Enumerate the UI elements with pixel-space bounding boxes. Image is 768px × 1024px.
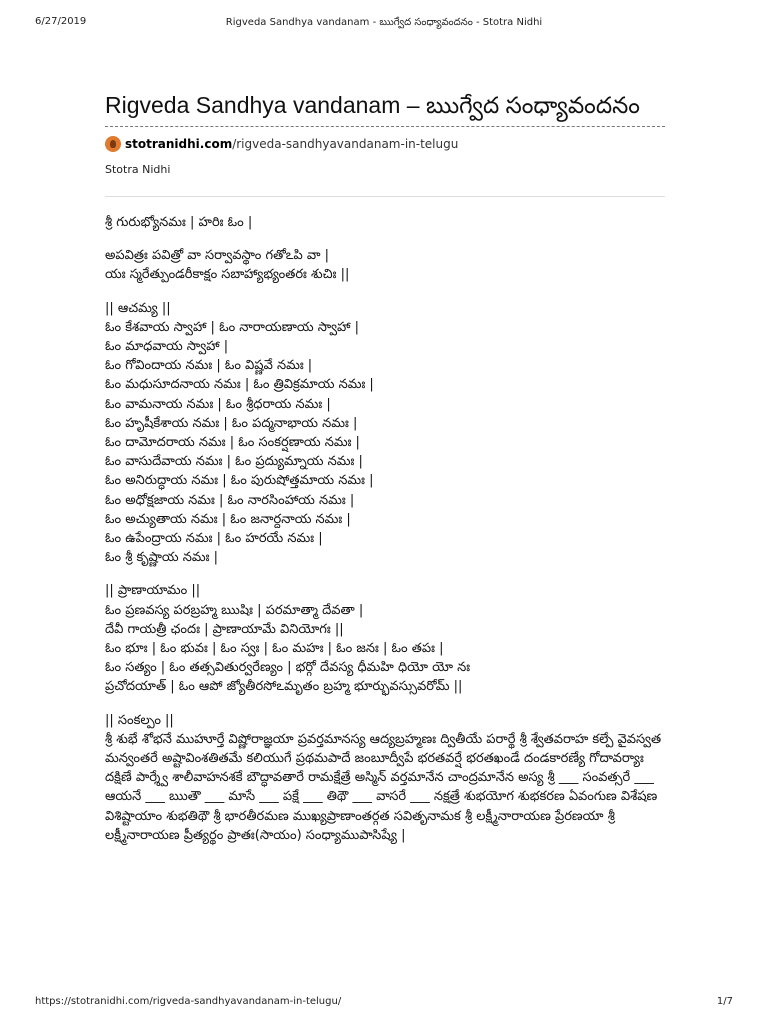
- author-name: Stotra Nidhi: [105, 163, 171, 176]
- verse-line: దేవీ గాయత్రీ ఛందః | ప్రాణాయామే వినియోగః ||: [105, 621, 344, 637]
- verse-line: ఓం ప్రణవస్య పరబ్రహ్మ ఋషిః | పరమాత్మా దేవతా |: [105, 602, 364, 618]
- print-url: https://stotranidhi.com/rigveda-sandhyavandanam-in-telugu/: [35, 996, 342, 1007]
- source-path[interactable]: /rigveda-sandhyavandanam-in-telugu: [232, 137, 459, 151]
- article-title: Rigveda Sandhya vandanam – ఋగ్వేద సంధ్యావందనం: [105, 92, 640, 118]
- verse-line: ఓం ఉపేంద్రాయ నమః | ఓం హరయే నమః |: [105, 531, 323, 547]
- verse-line: || ఆచమ్య ||: [105, 300, 171, 316]
- verse-paragraph: [105, 299, 665, 568]
- verse-line: || సంకల్పం ||: [105, 712, 174, 728]
- verse-line: ఓం అధోక్షజాయ నమః | ఓం నారసింహాయ నమః |: [105, 492, 355, 508]
- verse-line: యః స్మరేత్పుండరీకాక్షం సబాహ్యాభ్యంతరః శుచిః ||: [105, 267, 350, 283]
- verse-line: శ్రీ గురుభ్యోనమః | హరిః ఓం |: [105, 215, 253, 230]
- source-link[interactable]: [105, 135, 665, 153]
- verse-line: || ప్రాణాయామం ||: [105, 583, 201, 599]
- verse-paragraph: [105, 581, 665, 696]
- source-domain[interactable]: stotranidhi.com: [125, 137, 233, 151]
- verse-line: ఓం హృషీకేశాయ నమః | ఓం పద్మనాభాయ నమః |: [105, 415, 358, 431]
- article-body: [105, 213, 665, 845]
- print-page-title: Rigveda Sandhya vandanam - ఋగ్వేద సంధ్యావందనం - Stotra Nidhi: [225, 17, 543, 28]
- om-logo-icon: [105, 136, 121, 152]
- verse-line: శ్రీ శుభే శోభనే ముహూర్తే విష్ణోరాజ్ఞయా ప్రవర్తమానస్య ఆద్యబ్రహ్మణః ద్వితీయే పరార్థే శ్రీ శ్వేతవరాహ కల్పే వైవస్వత మన్వంతరే అష్టావింశతితమే కలియుగే ప్రథమపాదే జంబూద్వీపే భరతవర్షే భరతఖండే దండకారణ్యే గోదావర్యాః దక్షిణే పార్శ్వే శాలీవాహనశకే బౌద్ధావతారే రామక్షేత్రే అస్మిన్ వర్తమానేన చాంద్రమానేన అస్య శ్రీ ___ సంవత్సరే ___ ఆయనే ___ ఋతౌ ___ మాసే ___ పక్షే ___ తిథౌ ___ వాసరే ___ నక్షత్రే శుభయోగ శుభకరణ ఏవంగుణ విశేషణ విశిష్టాయాం శుభతిథౌ శ్రీ భారతీరమణ ముఖ్యప్రాణాంతర్గత సవితృనామక శ్రీ లక్ష్మీనారాయణ ప్రేరణయా శ్రీ లక్ష్మీనారాయణ ప్రీత్యర్థం ప్రాతః(సాయం) సంధ్యాముపాసిష్యే |: [105, 731, 662, 843]
- verse-line: అపవిత్రః పవిత్రో వా సర్వావస్థాం గతోఽపి వా |: [105, 248, 329, 264]
- page-number: 1/7: [716, 996, 733, 1007]
- verse-line: ఓం సత్యం | ఓం తత్సవితుర్వరేణ్యం | భర్గో దేవస్య ధీమహి ధియో యో నః: [105, 660, 471, 676]
- verse-line: ఓం వామనాయ నమః | ఓం శ్రీధరాయ నమః |: [105, 396, 331, 412]
- verse-line: ఓం మాధవాయ స్వాహా |: [105, 339, 229, 355]
- verse-line: ఓం కేశవాయ స్వాహా | ఓం నారాయణాయ స్వాహా |: [105, 319, 359, 335]
- verse-line: ఓం వాసుదేవాయ నమః | ఓం ప్రద్యుమ్నాయ నమః |: [105, 454, 363, 470]
- print-date: 6/27/2019: [35, 16, 87, 27]
- title-divider: [105, 126, 665, 127]
- verse-line: ఓం శ్రీ కృష్ణాయ నమః |: [105, 550, 218, 566]
- verse-paragraph: [105, 246, 665, 284]
- verse-paragraph: [105, 711, 665, 845]
- verse-line: ఓం దామోదరాయ నమః | ఓం సంకర్షణాయ నమః |: [105, 435, 360, 451]
- verse-line: ఓం మధుసూదనాయ నమః | ఓం త్రివిక్రమాయ నమః |: [105, 377, 374, 393]
- verse-line: ఓం అనిరుద్ధాయ నమః | ఓం పురుషోత్తమాయ నమః |: [105, 473, 374, 489]
- article: [105, 90, 665, 859]
- verse-line: ఓం గోవిందాయ నమః | ఓం విష్ణవే నమః |: [105, 358, 313, 374]
- verse-line: ఓం అచ్యుతాయ నమః | ఓం జనార్దనాయ నమః |: [105, 511, 351, 527]
- verse-paragraph: [105, 213, 665, 232]
- verse-line: ఓం భూః | ఓం భువః | ఓం స్వః | ఓం మహః | ఓం జనః | ఓం తపః |: [105, 641, 444, 657]
- content-divider: [105, 196, 665, 197]
- verse-line: ప్రచోదయాత్ | ఓం ఆపో జ్యోతీరసోఽమృతం బ్రహ్మ భూర్భువస్సువరోమ్ ||: [105, 679, 463, 695]
